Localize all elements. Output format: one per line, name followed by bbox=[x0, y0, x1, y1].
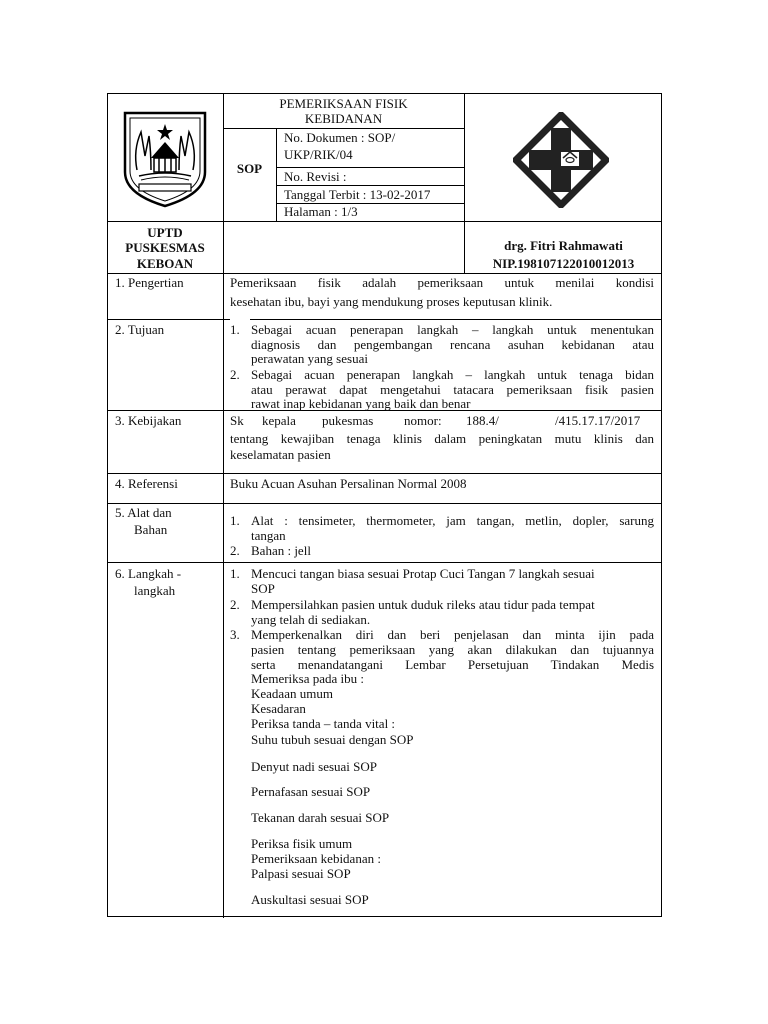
list-number: 1. bbox=[230, 322, 240, 337]
section-line-5 bbox=[107, 562, 662, 563]
kebijakan-word-nomor: nomor: bbox=[404, 413, 442, 428]
kebijakan-label: 3. Kebijakan bbox=[115, 413, 182, 428]
kebijakan-number-prefix: 188.4/ bbox=[466, 413, 499, 428]
kebijakan-word-kepala: kepala bbox=[262, 413, 296, 428]
alat-item2-line1: Bahan : jell bbox=[251, 543, 311, 558]
sub-step-nadi: Denyut nadi sesuai SOP bbox=[251, 759, 378, 774]
langkah-item1-line2: SOP bbox=[251, 581, 275, 596]
alat-item1-line1: Alat : tensimeter, thermometer, jam tangan, metlin, dopler, sarung bbox=[251, 513, 654, 528]
langkah-item3-line4: Memeriksa pada ibu : bbox=[251, 671, 364, 686]
section-line-3 bbox=[107, 473, 662, 474]
sub-step-kebidanan: Pemeriksaan kebidanan : bbox=[251, 851, 381, 866]
langkah-label-line1: 6. Langkah - bbox=[115, 566, 182, 581]
sub-step-fisik-umum: Periksa fisik umum bbox=[251, 836, 353, 851]
title-underline bbox=[223, 128, 464, 129]
sub-step-tekanan-darah: Tekanan darah sesuai SOP bbox=[251, 810, 390, 825]
list-number: 1. bbox=[230, 566, 240, 581]
list-number: 2. bbox=[230, 543, 240, 558]
langkah-item3-line3: serta menandatangani Lembar Persetujuan Tindakan Medis bbox=[251, 657, 654, 672]
kebijakan-text-line2: tentang kewajiban tenaga klinis dalam peningkatan mutu klinis dan bbox=[230, 431, 654, 446]
sub-step-tanda-vital: Periksa tanda – tanda vital : bbox=[251, 716, 396, 731]
doc-number-line2: UKP/RIK/04 bbox=[284, 147, 353, 162]
sub-step-suhu: Suhu tubuh sesuai dengan SOP bbox=[251, 732, 414, 747]
org-name-line2: PUSKESMAS bbox=[125, 240, 205, 255]
org-name-line3: KEBOAN bbox=[136, 256, 194, 271]
sop-table bbox=[107, 93, 662, 917]
regency-emblem bbox=[121, 110, 209, 208]
signer-nip: NIP.198107122010012013 bbox=[492, 256, 635, 271]
tujuan-gap-mark bbox=[230, 318, 250, 320]
pengertian-text-line2: kesehatan ibu, bayi yang mendukung proses keputusan klinik. bbox=[230, 294, 553, 309]
sop-label: SOP bbox=[236, 161, 263, 176]
list-number: 2. bbox=[230, 367, 240, 382]
referensi-text: Buku Acuan Asuhan Persalinan Normal 2008 bbox=[230, 476, 467, 491]
sop-divider bbox=[276, 128, 277, 221]
org-row-bottom-line bbox=[107, 273, 662, 274]
doc-row-line-1 bbox=[276, 167, 464, 168]
tujuan-item1-line3: perawatan yang sesuai bbox=[251, 351, 368, 366]
langkah-item1-line1: Mencuci tangan biasa sesuai Protap Cuci Tangan 7 langkah sesuai bbox=[251, 566, 595, 581]
doc-number-line1: No. Dokumen : SOP/ bbox=[284, 130, 396, 145]
header-bottom-line bbox=[107, 221, 662, 222]
tujuan-item2-line2: atau perawat dapat mengetahui tatacara pemeriksaan fisik pasien bbox=[251, 382, 654, 397]
langkah-label-line2: langkah bbox=[134, 583, 176, 598]
list-number: 3. bbox=[230, 627, 240, 642]
pengertian-label: 1. Pengertian bbox=[115, 275, 184, 290]
section-line-1 bbox=[107, 319, 662, 320]
header-divider-left bbox=[223, 93, 224, 918]
sub-step-keadaan-umum: Keadaan umum bbox=[251, 686, 333, 701]
signer-name: drg. Fitri Rahmawati bbox=[504, 238, 623, 253]
kebijakan-word-sk: Sk bbox=[230, 413, 244, 428]
sub-step-kesadaran: Kesadaran bbox=[251, 701, 306, 716]
tujuan-item1-line2: diagnosis dan pengembangan rencana asuhan kebidanan atau bbox=[251, 337, 654, 352]
section-line-4 bbox=[107, 503, 662, 504]
langkah-item3-line1: Memperkenalkan diri dan beri penjelasan dan minta ijin pada bbox=[251, 627, 654, 642]
kebijakan-word-pukesmas: pukesmas bbox=[322, 413, 374, 428]
issue-date: Tanggal Terbit : 13-02-2017 bbox=[284, 187, 431, 202]
langkah-item3-line2: pasien tentang pemeriksaan yang akan dilakukan dan tujuannya bbox=[251, 642, 654, 657]
list-number: 1. bbox=[230, 513, 240, 528]
list-number: 2. bbox=[230, 597, 240, 612]
alat-label-line1: 5. Alat dan bbox=[115, 505, 172, 520]
sub-step-auskultasi: Auskultasi sesuai SOP bbox=[251, 892, 369, 907]
sub-step-palpasi: Palpasi sesuai SOP bbox=[251, 866, 351, 881]
tujuan-item2-line1: Sebagai acuan penerapan langkah – langkah untuk tenaga bidan bbox=[251, 367, 654, 382]
kebijakan-number-suffix: /415.17.17/2017 bbox=[555, 413, 641, 428]
revision-number: No. Revisi : bbox=[284, 169, 347, 184]
puskesmas-logo bbox=[513, 112, 609, 208]
tujuan-item2-line3: rawat inap kebidanan yang baik dan benar bbox=[251, 396, 471, 411]
page-number: Halaman : 1/3 bbox=[284, 204, 358, 219]
pengertian-text-line1: Pemeriksaan fisik adalah pemeriksaan untuk menilai kondisi bbox=[230, 275, 654, 290]
referensi-label: 4. Referensi bbox=[115, 476, 178, 491]
alat-item1-line2: tangan bbox=[251, 528, 286, 543]
kebijakan-text-line3: keselamatan pasien bbox=[230, 447, 331, 462]
alat-label-line2: Bahan bbox=[134, 522, 168, 537]
sub-step-pernafasan: Pernafasan sesuai SOP bbox=[251, 784, 371, 799]
doc-row-line-2 bbox=[276, 185, 464, 186]
doc-title-line1: PEMERIKSAAN FISIK bbox=[279, 96, 408, 111]
doc-title-line2: KEBIDANAN bbox=[304, 111, 383, 126]
langkah-item2-line2: yang telah di sediakan. bbox=[251, 612, 371, 627]
tujuan-label: 2. Tujuan bbox=[115, 322, 165, 337]
org-name-line1: UPTD bbox=[147, 225, 183, 240]
langkah-item2-line1: Mempersilahkan pasien untuk duduk rileks atau tidur pada tempat bbox=[251, 597, 595, 612]
tujuan-item1-line1: Sebagai acuan penerapan langkah – langkah untuk menentukan bbox=[251, 322, 654, 337]
